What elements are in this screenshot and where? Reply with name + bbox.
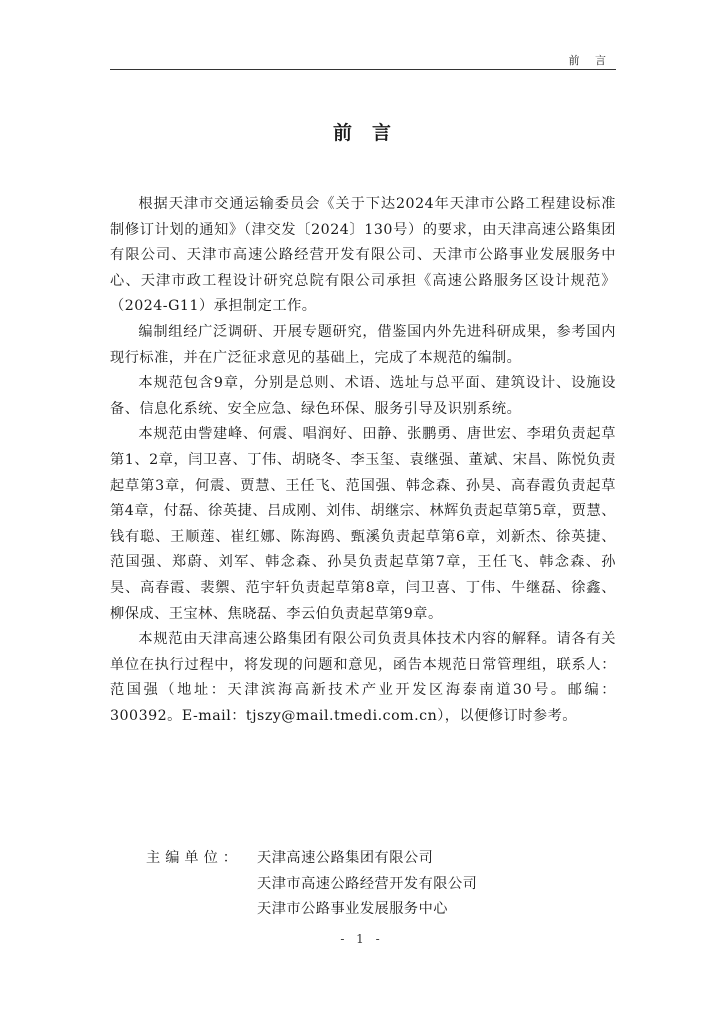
unit-row xyxy=(146,897,477,923)
unit-name: 天津高速公路集团有限公司 xyxy=(257,850,434,866)
page-title: 前言 xyxy=(332,122,411,144)
paragraph-basis: 根据天津市交通运输委员会《关于下达2024年天津市公路工程建设标准制修订计划的通知》（津交发〔2024〕130号）的要求，由天津高速公路集团有限公司、天津市高速公路经营开发有限公司、天津市公路事业发展服务中心、天津市政工程设计研究总院有限公司承担《高速公路服务区设计规范》（2024-G11）承担制定工作。 xyxy=(110,196,616,315)
header-rule xyxy=(110,69,616,70)
unit-name: 天津市公路事业发展服务中心 xyxy=(257,901,448,918)
paragraph-authors: 本规范由訾建峰、何震、唱润好、田静、张鹏勇、唐世宏、李珺负责起草第1、2章，闫卫喜、丁伟、胡晓冬、李玉玺、袁继强、董斌、宋昌、陈悦负责起草第3章，何震、贾慧、王任飞、范国强、韩念森、孙昊、高春霞负责起草第4章，付磊、徐英捷、吕成刚、刘伟、胡继宗、林辉负责起草第5章，贾慧、钱有聪、王顺莲、崔红娜、陈海鸥、甄溪负责起草第6章，刘新杰、徐英捷、范国强、郑蔚、刘军、韩念森、孙昊负责起草第7章，王任飞、韩念森、孙昊、高春霞、裴禦、范宇轩负责起草第8章，闫卫喜、丁伟、牛继磊、徐鑫、柳保成、王宝林、焦晓磊、李云伯负责起草第9章。 xyxy=(110,426,616,622)
running-header: 前 言 xyxy=(568,54,612,67)
paragraph-contact: 本规范由天津高速公路集团有限公司负责具体技术内容的解释。请各有关单位在执行过程中，将发现的问题和意见，函告本规范日常管理组，联系人：范国强（地址：天津滨海高新技术产业开发区海泰南道30号。邮编：300392。E-mail：tjszy@mail.tmedi.com.cn），以便修订时参考。 xyxy=(110,631,616,724)
unit-name: 天津市高速公路经营开发有限公司 xyxy=(257,875,478,892)
paragraph-research: 编制组经广泛调研、开展专题研究，借鉴国内外先进科研成果，参考国内现行标准，并在广泛征求意见的基础上，完成了本规范的编制。 xyxy=(110,323,616,366)
editor-units xyxy=(146,846,477,923)
units-label: 主编单位： xyxy=(146,850,242,866)
paragraph-chapters: 本规范包含9章，分别是总则、术语、选址与总平面、建筑设计、设施设备、信息化系统、安全应急、绿色环保、服务引导及识别系统。 xyxy=(110,375,616,417)
page-number: - 1 - xyxy=(340,932,384,946)
unit-row xyxy=(146,846,477,872)
unit-row xyxy=(146,872,477,898)
body-text xyxy=(110,192,616,729)
